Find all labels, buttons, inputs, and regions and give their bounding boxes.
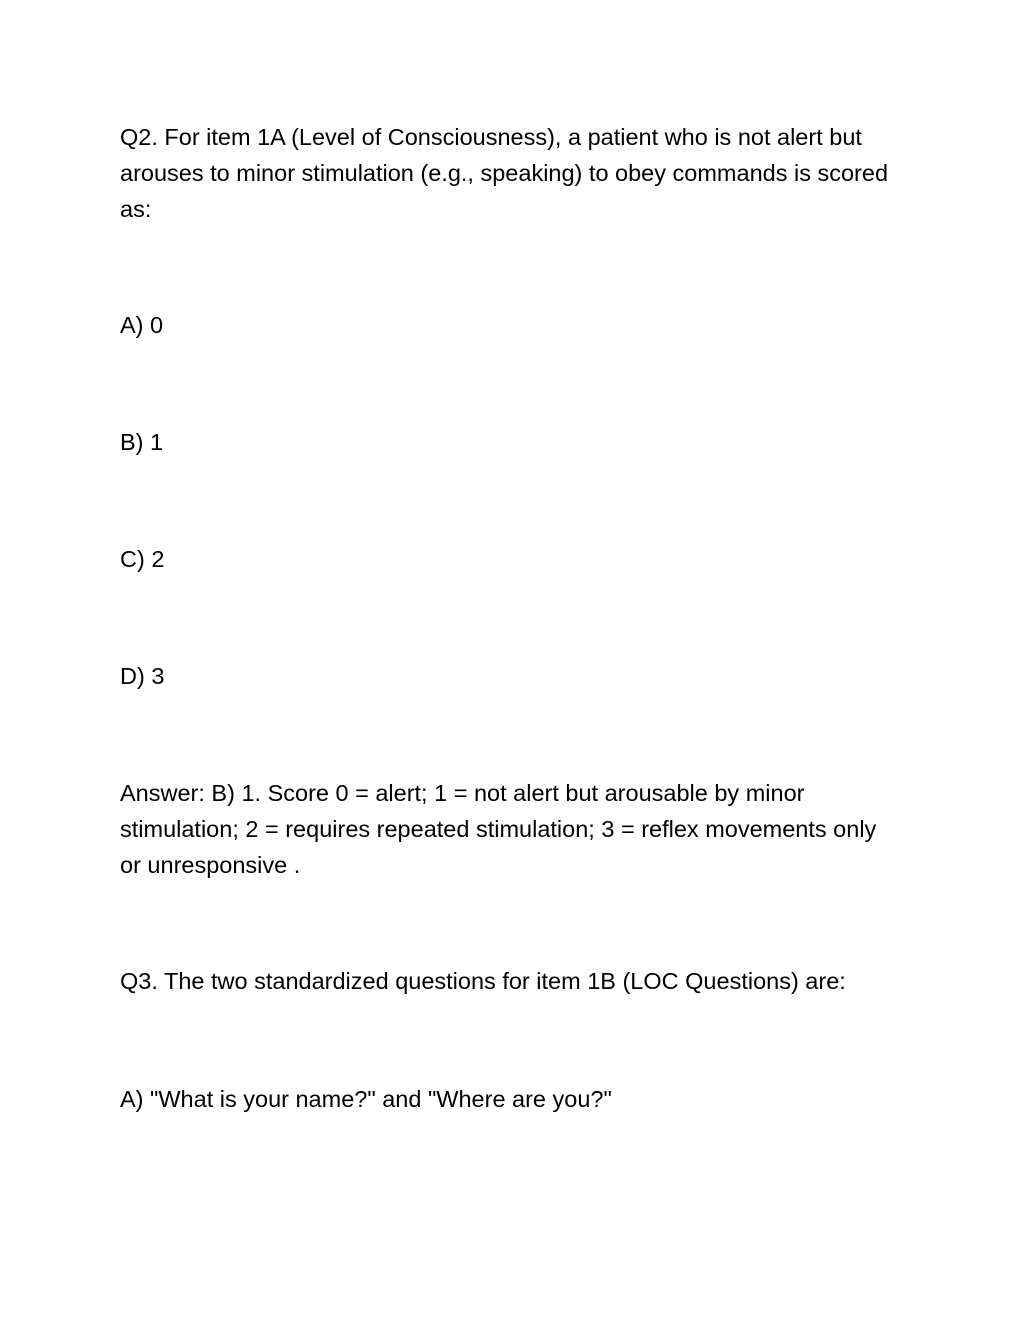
question-2-option-b: B) 1	[120, 429, 164, 455]
question-2-option-a: A) 0	[120, 312, 164, 338]
question-2-option-c: C) 2	[120, 546, 165, 572]
question-2-stem: Q2. For item 1A (Level of Consciousness), a patient who is not alert but arouses to minor stimulation (e.g., speaking) to obey commands is scored as:	[120, 124, 889, 222]
question-3-option-a: A) "What is your name?" and "Where are you?"	[120, 1086, 612, 1112]
question-3-stem: Q3. The two standardized questions for item 1B (LOC Questions) are:	[120, 968, 846, 994]
question-2-option-d: D) 3	[120, 663, 165, 689]
question-2-answer: Answer: B) 1. Score 0 = alert; 1 = not alert but arousable by minor stimulation; 2 = requires repeated stimulation; 3 = reflex movements only or unresponsive .	[120, 780, 877, 878]
